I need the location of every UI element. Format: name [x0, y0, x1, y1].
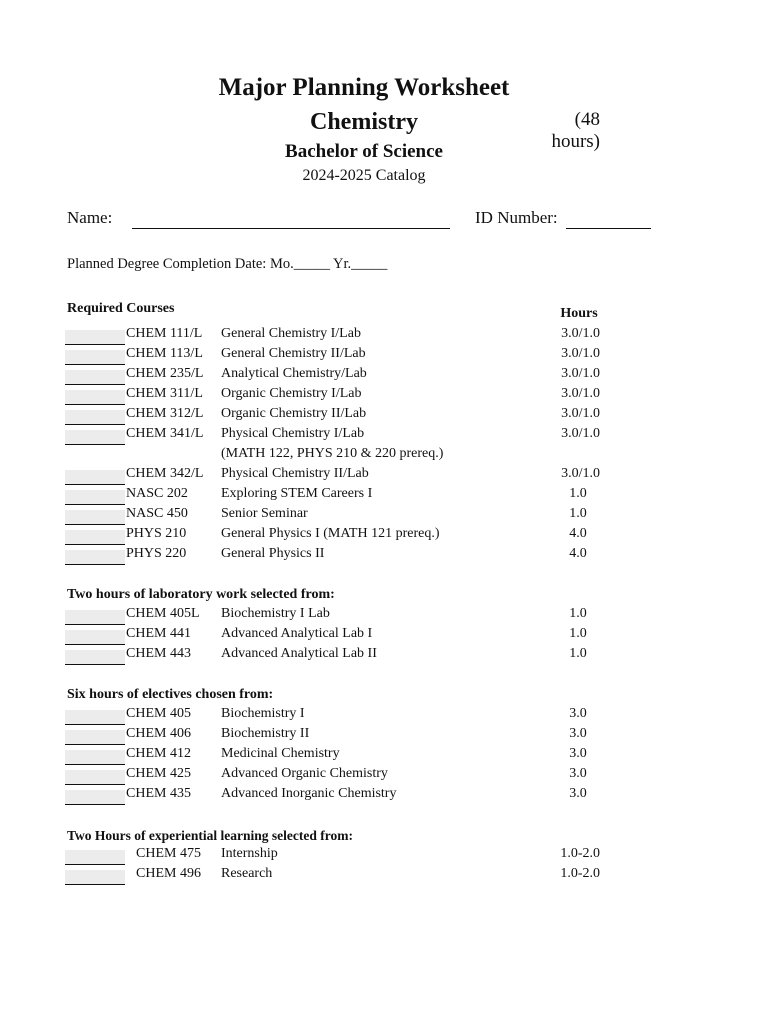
course-row [0, 526, 770, 546]
course-hours: 3.0 [569, 746, 587, 761]
course-code: NASC 202 [126, 486, 188, 501]
course-checkoff-blank[interactable] [65, 610, 125, 625]
course-hours: 3.0 [569, 706, 587, 721]
course-checkoff-blank[interactable] [65, 750, 125, 765]
course-row [0, 406, 770, 426]
course-hours: 1.0 [569, 486, 587, 501]
course-hours: 1.0 [569, 626, 587, 641]
course-code: CHEM 341/L [126, 426, 204, 441]
catalog-year: 2024-2025 Catalog [302, 167, 426, 184]
course-row [0, 326, 770, 346]
course-hours: 3.0/1.0 [561, 386, 600, 401]
course-hours: 4.0 [569, 546, 587, 561]
course-code: CHEM 475 [136, 846, 201, 861]
course-title: Senior Seminar [221, 506, 308, 521]
course-checkoff-blank[interactable] [65, 770, 125, 785]
course-row [0, 726, 770, 746]
course-title: Physical Chemistry II/Lab [221, 466, 369, 481]
course-code: PHYS 210 [126, 526, 187, 541]
course-title: Organic Chemistry II/Lab [221, 406, 367, 421]
course-title: Physical Chemistry I/Lab [221, 426, 365, 441]
course-title: Biochemistry II [221, 726, 310, 741]
course-title: Research [221, 866, 273, 881]
course-checkoff-blank[interactable] [65, 730, 125, 745]
course-code: CHEM 406 [126, 726, 191, 741]
hours-column-heading: Hours [560, 306, 598, 321]
course-title: General Chemistry II/Lab [221, 346, 366, 361]
course-row [0, 426, 770, 446]
course-hours: 1.0-2.0 [560, 846, 600, 861]
name-label: Name: [67, 208, 113, 227]
course-checkoff-blank[interactable] [65, 650, 125, 665]
course-row [0, 486, 770, 506]
course-checkoff-blank[interactable] [65, 870, 125, 885]
course-title: Internship [221, 846, 278, 861]
experiential-section-heading: Two Hours of experiential learning selected from: [67, 828, 353, 843]
id-number-label: ID Number: [475, 208, 558, 227]
required-courses-heading: Required Courses [67, 301, 175, 316]
course-code: CHEM 405L [126, 606, 200, 621]
course-code: CHEM 412 [126, 746, 191, 761]
course-row [0, 866, 770, 886]
course-row [0, 786, 770, 806]
course-code: CHEM 435 [126, 786, 191, 801]
course-code: CHEM 311/L [126, 386, 203, 401]
degree-name: Bachelor of Science [285, 141, 443, 162]
course-code: CHEM 312/L [126, 406, 204, 421]
course-title: General Physics II [221, 546, 325, 561]
course-code: CHEM 111/L [126, 326, 203, 341]
course-checkoff-blank[interactable] [65, 790, 125, 805]
prereq-note-row [0, 446, 770, 466]
course-hours: 3.0/1.0 [561, 326, 600, 341]
course-checkoff-blank[interactable] [65, 330, 125, 345]
course-checkoff-blank[interactable] [65, 430, 125, 445]
id-number-field[interactable] [566, 228, 651, 229]
course-code: CHEM 425 [126, 766, 191, 781]
course-hours: 3.0 [569, 786, 587, 801]
major-total-hours: (48 hours) [551, 109, 600, 152]
course-row [0, 346, 770, 366]
course-title: General Physics I (MATH 121 prereq.) [221, 526, 440, 541]
course-hours: 1.0 [569, 606, 587, 621]
lab-section-heading: Two hours of laboratory work selected from: [67, 587, 335, 602]
course-checkoff-blank[interactable] [65, 630, 125, 645]
course-row [0, 546, 770, 566]
course-code: NASC 450 [126, 506, 188, 521]
course-checkoff-blank[interactable] [65, 710, 125, 725]
course-code: CHEM 405 [126, 706, 191, 721]
course-hours: 3.0/1.0 [561, 406, 600, 421]
course-checkoff-blank[interactable] [65, 490, 125, 505]
course-hours: 3.0/1.0 [561, 426, 600, 441]
course-checkoff-blank[interactable] [65, 550, 125, 565]
course-hours: 3.0 [569, 766, 587, 781]
course-code: CHEM 496 [136, 866, 201, 881]
course-title: Biochemistry I [221, 706, 305, 721]
course-title: Biochemistry I Lab [221, 606, 330, 621]
course-title: Organic Chemistry I/Lab [221, 386, 362, 401]
course-hours: 3.0/1.0 [561, 366, 600, 381]
course-code: CHEM 235/L [126, 366, 204, 381]
course-checkoff-blank[interactable] [65, 530, 125, 545]
worksheet-title: Major Planning Worksheet [218, 74, 510, 101]
course-code: CHEM 113/L [126, 346, 203, 361]
course-hours: 3.0 [569, 726, 587, 741]
course-code: CHEM 342/L [126, 466, 204, 481]
course-title: Advanced Organic Chemistry [221, 766, 388, 781]
course-hours: 1.0-2.0 [560, 866, 600, 881]
course-code: CHEM 441 [126, 626, 191, 641]
course-hours: 3.0/1.0 [561, 466, 600, 481]
course-checkoff-blank[interactable] [65, 410, 125, 425]
course-checkoff-blank[interactable] [65, 350, 125, 365]
course-checkoff-blank[interactable] [65, 510, 125, 525]
course-title: Exploring STEM Careers I [221, 486, 373, 501]
course-checkoff-blank[interactable] [65, 390, 125, 405]
course-hours: 1.0 [569, 646, 587, 661]
course-checkoff-blank[interactable] [65, 850, 125, 865]
course-row [0, 506, 770, 526]
course-title: Advanced Inorganic Chemistry [221, 786, 397, 801]
planned-completion-date: Planned Degree Completion Date: Mo._____ Yr._____ [67, 256, 388, 272]
electives-section-heading: Six hours of electives chosen from: [67, 687, 274, 702]
course-row [0, 846, 770, 866]
course-row [0, 746, 770, 766]
prereq-note: (MATH 122, PHYS 210 & 220 prereq.) [221, 446, 444, 461]
course-title: Medicinal Chemistry [221, 746, 340, 761]
course-row [0, 706, 770, 726]
course-row [0, 626, 770, 646]
course-row [0, 466, 770, 486]
course-row [0, 386, 770, 406]
course-row [0, 766, 770, 786]
course-hours: 3.0/1.0 [561, 346, 600, 361]
course-checkoff-blank[interactable] [65, 470, 125, 485]
course-row [0, 366, 770, 386]
course-hours: 4.0 [569, 526, 587, 541]
course-row [0, 606, 770, 626]
name-field[interactable] [132, 228, 450, 229]
course-code: PHYS 220 [126, 546, 187, 561]
course-code: CHEM 443 [126, 646, 191, 661]
course-checkoff-blank[interactable] [65, 370, 125, 385]
course-hours: 1.0 [569, 506, 587, 521]
course-title: Analytical Chemistry/Lab [221, 366, 367, 381]
course-title: Advanced Analytical Lab II [221, 646, 377, 661]
course-row [0, 646, 770, 666]
major-name: Chemistry [310, 109, 418, 135]
course-title: Advanced Analytical Lab I [221, 626, 373, 641]
course-title: General Chemistry I/Lab [221, 326, 361, 341]
